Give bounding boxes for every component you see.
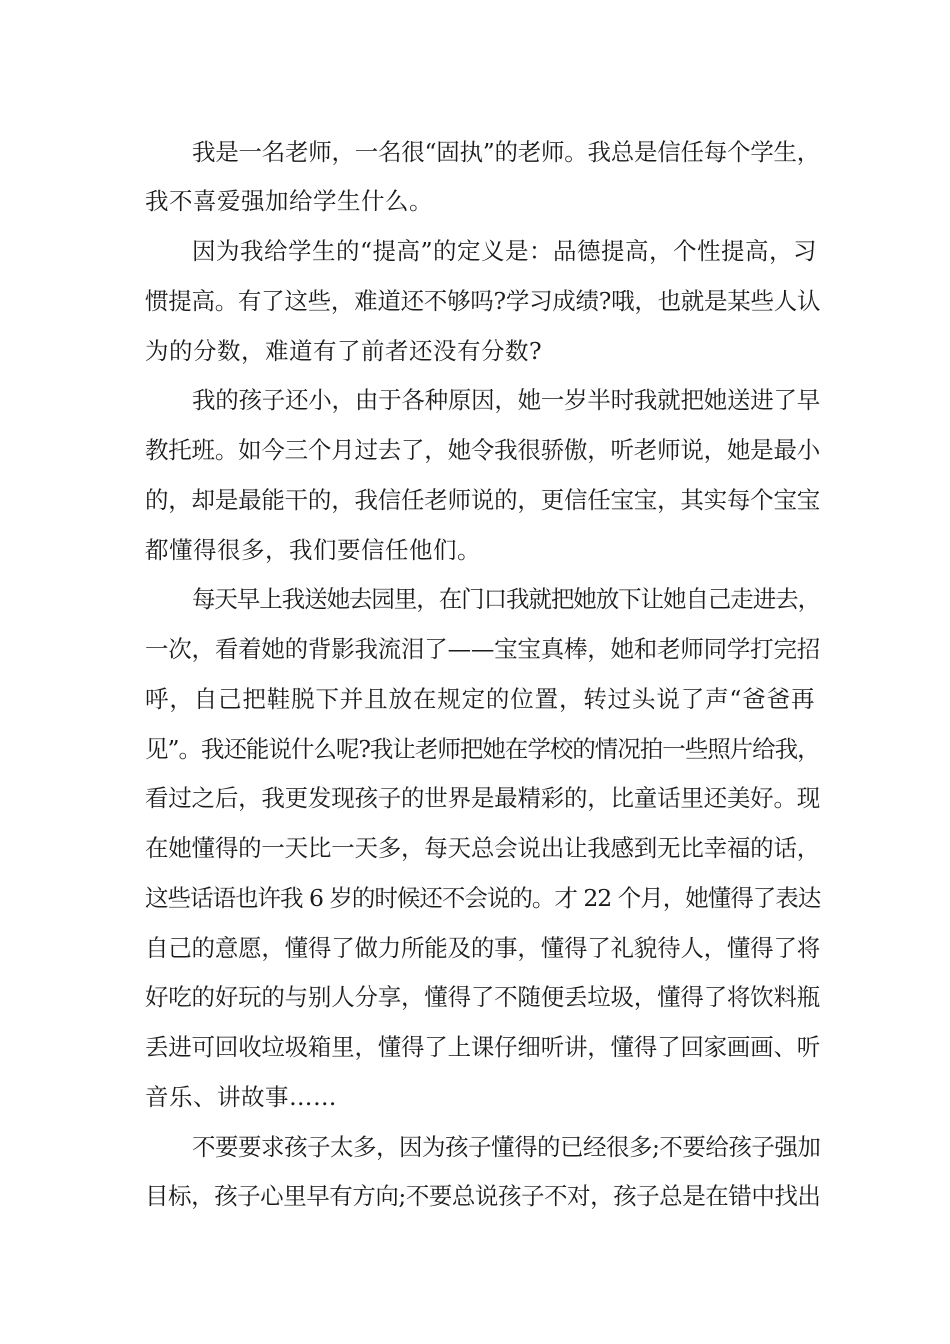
paragraph-2-line-2: 惯提高。有了这些，难道还不够吗?学习成绩?哦，也就是某些人认 bbox=[145, 287, 821, 315]
paragraph-5-line-1: 不要要求孩子太多，因为孩子懂得的已经很多;不要给孩子强加 bbox=[192, 1133, 821, 1161]
paragraph-4-line-7: 这些话语也许我 6 岁的时候还不会说的。才 22 个月，她懂得了表达 bbox=[145, 884, 821, 912]
paragraph-4-line-11: 音乐、讲故事…… bbox=[145, 1083, 337, 1111]
paragraph-3-line-2: 教托班。如今三个月过去了，她令我很骄傲，听老师说，她是最小 bbox=[145, 436, 820, 464]
paragraph-4-line-9: 好吃的好玩的与别人分享，懂得了不随便丢垃圾，懂得了将饮料瓶 bbox=[145, 983, 820, 1011]
paragraph-3-line-1: 我的孩子还小，由于各种原因，她一岁半时我就把她送进了早 bbox=[192, 386, 820, 414]
paragraph-1-line-2: 我不喜爱强加给学生什么。 bbox=[145, 187, 433, 215]
paragraph-4-line-2: 一次，看着她的背影我流泪了——宝宝真棒，她和老师同学打完招 bbox=[145, 635, 820, 663]
paragraph-3-line-4: 都懂得很多，我们要信任他们。 bbox=[145, 536, 481, 564]
paragraph-4-line-1: 每天早上我送她去园里，在门口我就把她放下让她自己走进去， bbox=[192, 585, 820, 613]
paragraph-4-line-5: 看过之后，我更发现孩子的世界是最精彩的，比童话里还美好。现 bbox=[145, 784, 820, 812]
paragraph-2-line-1: 因为我给学生的“提高”的定义是：品德提高，个性提高，习 bbox=[192, 237, 818, 265]
paragraph-1-line-1: 我是一名老师，一名很“固执”的老师。我总是信任每个学生， bbox=[192, 138, 821, 166]
paragraph-5-line-2: 目标，孩子心里早有方向;不要总说孩子不对，孩子总是在错中找出 bbox=[145, 1182, 821, 1210]
paragraph-4-line-10: 丢进可回收垃圾箱里，懂得了上课仔细听讲，懂得了回家画画、听 bbox=[145, 1033, 820, 1061]
paragraph-3-line-3: 的，却是最能干的，我信任老师说的，更信任宝宝，其实每个宝宝 bbox=[145, 486, 820, 514]
paragraph-2-line-3: 为的分数，难道有了前者还没有分数? bbox=[145, 337, 543, 365]
paragraph-4-line-6: 在她懂得的一天比一天多，每天总会说出让我感到无比幸福的话， bbox=[145, 834, 820, 862]
paragraph-4-line-4: 见”。我还能说什么呢?我让老师把她在学校的情况拍一些照片给我， bbox=[145, 735, 820, 763]
paragraph-4-line-8: 自己的意愿，懂得了做力所能及的事，懂得了礼貌待人，懂得了将 bbox=[145, 934, 820, 962]
paragraph-4-line-3: 呼，自己把鞋脱下并且放在规定的位置，转过头说了声“爸爸再 bbox=[145, 685, 815, 713]
